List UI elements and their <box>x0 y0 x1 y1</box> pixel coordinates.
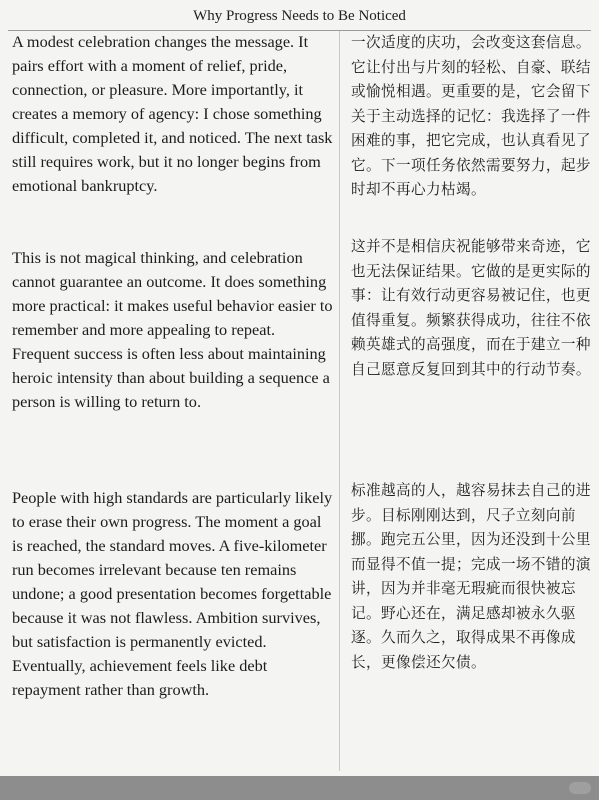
column-divider <box>339 31 340 771</box>
page-title: Why Progress Needs to Be Noticed <box>193 8 406 24</box>
chinese-paragraph-3: 标准越高的人，越容易抹去自己的进步。目标刚刚达到，尺子立刻向前挪。跑完五公里，因为还没到十公里而显得不值一提；完成一场不错的演讲，因为并非毫无瑕疵而很快被忘记。野心还在，满足感却被永久驱逐。久而久之，取得成果不再像成长，更像偿还欠债。 <box>351 482 591 671</box>
chinese-paragraph-2: 这并不是相信庆祝能够带来奇迹，它也无法保证结果。它做的是更实际的事：让有效行动更容易被记住，也更值得重复。频繁获得成功，往往不依赖英雄式的高强度，而在于建立一种自己愿意反复回到其中的行动节奏。 <box>351 238 591 378</box>
watermark-badge <box>569 782 591 794</box>
chinese-paragraph-1: 一次适度的庆功，会改变这套信息。它让付出与片刻的轻松、自豪、联结或愉悦相遇。更重要的是，它会留下关于主动选择的记忆：我选择了一件困难的事，把它完成，也认真看见了它。下一项任务依然需要努力，起步时却不再心力枯竭。 <box>351 34 591 198</box>
english-paragraph-3: People with high standards are particularly likely to erase their own progress. The moment a goal is reached, the standard moves. A five-kilometer run becomes irrelevant because ten remains undone; a good presentation becomes forgettable because it was not flawless. Ambition survives, but satisfaction is permanently evicted. Eventually, achievement feels like debt repayment rather than growth. <box>12 488 333 699</box>
footer-bar <box>0 776 599 800</box>
english-paragraph-2: This is not magical thinking, and celebration cannot guarantee an outcome. It does something more practical: it makes useful behavior easier to remember and more appealing to repeat. Frequent success is often less about maintaining heroic intensity than about building a sequence a person is willing to return to. <box>12 248 333 411</box>
english-paragraph-1: A modest celebration changes the message. It pairs effort with a moment of relief, pride, connection, or pleasure. More importantly, it creates a memory of agency: I chose something difficult, completed it, and noticed. The next task still requires work, but it no longer begins from emotional bankruptcy. <box>12 32 333 195</box>
